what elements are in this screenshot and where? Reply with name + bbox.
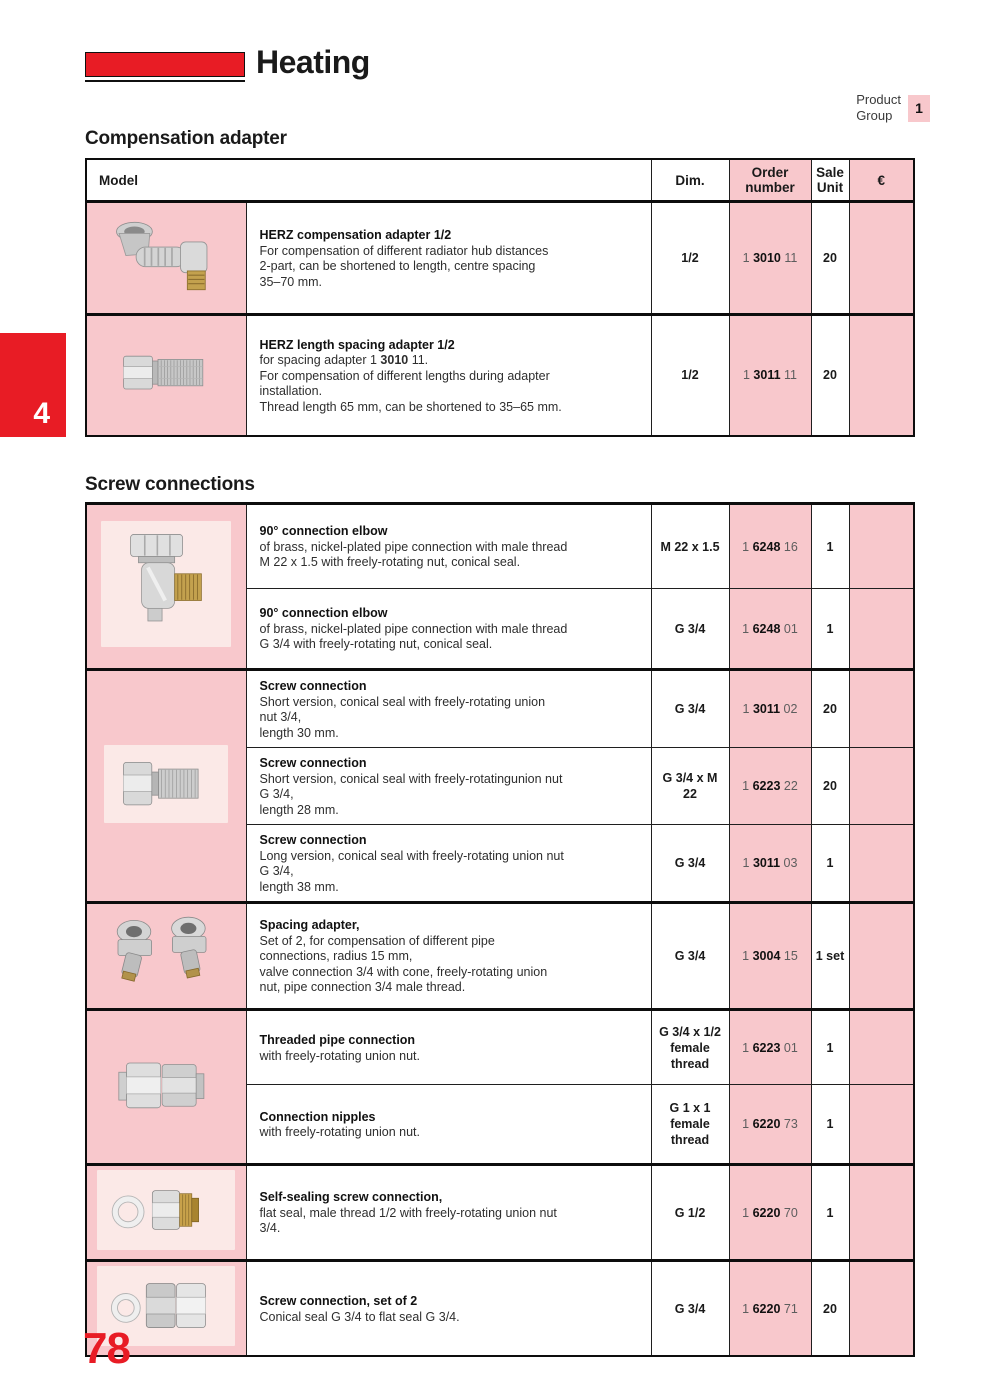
sale-unit-cell: 20 <box>811 1261 849 1357</box>
90-degree-connection-elbow-photo-icon <box>101 521 231 647</box>
order-number-cell <box>729 903 811 1010</box>
order-suffix: 70 <box>780 1205 798 1220</box>
self-sealing-screw-connection-photo-icon <box>97 1170 235 1250</box>
product-description-cell <box>246 670 651 748</box>
product-description-cell <box>246 825 651 903</box>
dim-cell: G 3/4 <box>651 1261 729 1357</box>
product-desc-line: Set of 2, for compensation of different pipe <box>259 933 495 948</box>
column-header-order-number: Order number <box>729 159 811 202</box>
product-desc-line: for spacing adapter 1 3010 11. <box>259 353 429 367</box>
product-desc-line: nut, pipe connection 3/4 male thread. <box>259 980 466 995</box>
order-number-cell <box>729 1165 811 1261</box>
page-title: Heating <box>256 44 370 80</box>
product-description-cell <box>246 1010 651 1085</box>
product-desc-line: of brass, nickel-plated pipe connection with male thread <box>259 539 568 554</box>
table-row <box>86 1165 914 1261</box>
order-number-cell <box>729 1085 811 1165</box>
screw-connections-table <box>85 502 915 1357</box>
price-cell <box>849 504 914 589</box>
order-prefix: 1 <box>742 1301 753 1316</box>
compensation-adapter-table <box>85 158 915 437</box>
order-prefix: 1 <box>742 856 753 870</box>
product-photo-cell <box>86 202 246 315</box>
product-title: Screw connection <box>259 679 367 693</box>
brand-bar-underline <box>85 80 245 82</box>
product-title: 90° connection elbow <box>259 524 388 539</box>
table-row <box>86 670 914 748</box>
product-desc-line: Short version, conical seal with freely-rotating union <box>259 694 546 709</box>
price-cell <box>849 825 914 903</box>
order-main: 6223 <box>752 1040 781 1055</box>
sale-unit-cell: 20 <box>811 202 849 315</box>
order-number-cell <box>729 825 811 903</box>
table-row <box>86 1261 914 1357</box>
price-cell <box>849 315 914 436</box>
order-prefix: 1 <box>742 1117 753 1131</box>
product-photo-cell <box>86 1010 246 1165</box>
product-group-badge: 1 <box>908 95 930 122</box>
product-title: 90° connection elbow <box>259 606 388 621</box>
order-main: 3010 <box>753 251 781 265</box>
price-cell <box>849 903 914 1010</box>
order-suffix: 73 <box>780 1117 798 1131</box>
product-desc-line: 35–70 mm. <box>259 274 323 289</box>
spacing-adapter-set-photo-icon <box>102 913 230 995</box>
sale-unit-cell: 1 <box>811 1010 849 1085</box>
order-suffix: 02 <box>780 702 798 716</box>
product-title: Threaded pipe connection <box>259 1033 416 1047</box>
product-desc-line: 2-part, can be shortened to length, centre spacing <box>259 259 536 273</box>
column-header-euro: € <box>849 159 914 202</box>
price-cell <box>849 670 914 748</box>
dim-cell: G 1 x 1 female thread <box>651 1085 729 1165</box>
product-desc-line: Long version, conical seal with freely-rotating union nut <box>259 848 564 863</box>
section-title-compensation-adapter: Compensation adapter <box>85 128 287 149</box>
dim-cell: M 22 x 1.5 <box>651 504 729 589</box>
order-number-cell <box>729 748 811 825</box>
product-photo-cell <box>86 670 246 903</box>
section-title-screw-connections: Screw connections <box>85 474 255 495</box>
price-cell <box>849 748 914 825</box>
order-prefix: 1 <box>742 621 753 636</box>
product-group-label: Product Group <box>856 92 901 123</box>
order-suffix: 15 <box>780 949 798 963</box>
order-suffix: 71 <box>780 1301 798 1316</box>
column-header-model: Model <box>86 159 651 202</box>
order-number-cell <box>729 504 811 589</box>
dim-cell: G 3/4 <box>651 903 729 1010</box>
product-desc-line: Short version, conical seal with freely-rotatingunion nut <box>259 771 563 786</box>
product-desc-line: For compensation of different lengths during adapter <box>259 368 550 383</box>
sale-unit-cell: 20 <box>811 670 849 748</box>
order-number-cell <box>729 589 811 670</box>
order-main: 3011 <box>752 856 781 870</box>
order-main: 3011 <box>752 702 781 716</box>
product-description-cell <box>246 504 651 589</box>
product-description-cell <box>246 903 651 1010</box>
sale-unit-cell: 1 <box>811 589 849 670</box>
product-description-cell <box>246 1261 651 1357</box>
price-cell <box>849 1085 914 1165</box>
herz-compensation-adapter-photo-icon <box>102 210 230 302</box>
page-number: 78 <box>83 1324 130 1373</box>
product-photo-cell <box>86 1165 246 1261</box>
product-desc-line: connections, radius 15 mm, <box>259 949 413 964</box>
product-desc-line: length 38 mm. <box>259 879 339 894</box>
order-number-cell <box>729 315 811 436</box>
order-suffix: 01 <box>780 621 798 636</box>
order-suffix: 01 <box>780 1040 798 1055</box>
sale-unit-cell: 1 <box>811 1165 849 1261</box>
dim-cell: G 1/2 <box>651 1165 729 1261</box>
order-main: 3004 <box>752 949 781 963</box>
product-desc-line: length 30 mm. <box>259 725 339 740</box>
product-title: Self-sealing screw connection, <box>259 1190 443 1205</box>
brand-red-bar <box>85 52 245 77</box>
order-suffix: 11 <box>780 368 797 383</box>
product-desc-line: For compensation of different radiator hub distances <box>259 243 549 258</box>
table-row <box>86 1010 914 1085</box>
price-cell <box>849 1165 914 1261</box>
order-number-cell <box>729 1261 811 1357</box>
dim-cell: G 3/4 <box>651 825 729 903</box>
product-desc-line: valve connection 3/4 with cone, freely-rotating union <box>259 964 548 979</box>
order-main: 6248 <box>752 539 781 554</box>
order-main: 3011 <box>753 368 781 383</box>
product-photo-cell <box>86 315 246 436</box>
order-suffix: 16 <box>780 539 798 554</box>
product-desc-line: G 3/4 with freely-rotating nut, conical seal. <box>259 637 493 652</box>
order-prefix: 1 <box>742 368 754 383</box>
sale-unit-cell: 1 set <box>811 903 849 1010</box>
chapter-tab: 4 <box>0 333 66 437</box>
product-desc-line: flat seal, male thread 1/2 with freely-rotating union nut <box>259 1205 557 1220</box>
product-desc-line: with freely-rotating union nut. <box>259 1048 421 1063</box>
product-title: HERZ length spacing adapter 1/2 <box>259 337 455 352</box>
product-desc-line: length 28 mm. <box>259 802 339 817</box>
price-cell <box>849 1261 914 1357</box>
order-number-cell <box>729 670 811 748</box>
product-title: Spacing adapter, <box>259 918 360 933</box>
table-row <box>86 202 914 315</box>
order-prefix: 1 <box>742 539 753 554</box>
price-cell <box>849 202 914 315</box>
order-main: 6220 <box>752 1117 781 1131</box>
order-suffix: 22 <box>780 779 798 793</box>
order-number-cell <box>729 202 811 315</box>
dim-cell: 1/2 <box>651 315 729 436</box>
order-main: 6248 <box>752 621 781 636</box>
product-desc-line: Conical seal G 3/4 to flat seal G 3/4. <box>259 1309 460 1324</box>
sale-unit-cell: 1 <box>811 504 849 589</box>
price-cell <box>849 589 914 670</box>
product-title: Screw connection, set of 2 <box>259 1294 418 1308</box>
threaded-pipe-connection-photo-icon <box>108 1052 224 1118</box>
screw-connection-photo-icon <box>104 745 228 823</box>
dim-cell: G 3/4 <box>651 670 729 748</box>
product-title: Screw connection <box>259 833 367 847</box>
dim-cell: G 3/4 x 1/2 female thread <box>651 1010 729 1085</box>
order-prefix: 1 <box>742 251 754 265</box>
product-description-cell <box>246 315 651 436</box>
product-desc-line: G 3/4, <box>259 787 294 801</box>
order-prefix: 1 <box>742 1040 753 1055</box>
dim-cell: 1/2 <box>651 202 729 315</box>
product-photo-cell <box>86 903 246 1010</box>
price-cell <box>849 1010 914 1085</box>
dim-cell: G 3/4 <box>651 589 729 670</box>
product-group-indicator <box>820 92 930 124</box>
table-row <box>86 504 914 589</box>
product-description-cell <box>246 1085 651 1165</box>
product-description-cell <box>246 589 651 670</box>
product-photo-cell <box>86 504 246 670</box>
order-main: 6220 <box>752 1205 781 1220</box>
product-description-cell <box>246 748 651 825</box>
order-main: 6220 <box>752 1301 781 1316</box>
product-description-cell <box>246 1165 651 1261</box>
order-prefix: 1 <box>742 702 753 716</box>
order-prefix: 1 <box>742 949 753 963</box>
order-number-cell <box>729 1010 811 1085</box>
order-main: 6223 <box>752 779 781 793</box>
product-title: Connection nipples <box>259 1109 376 1124</box>
order-prefix: 1 <box>742 779 753 793</box>
product-desc-line: with freely-rotating union nut. <box>259 1125 421 1139</box>
table-row <box>86 315 914 436</box>
product-desc-line: G 3/4, <box>259 864 294 878</box>
column-header-dim: Dim. <box>651 159 729 202</box>
product-desc-line: M 22 x 1.5 with freely-rotating nut, conical seal. <box>259 555 521 570</box>
table-header-row <box>86 159 914 202</box>
sale-unit-cell: 1 <box>811 1085 849 1165</box>
column-header-sale-unit: Sale Unit <box>811 159 849 202</box>
product-desc-line: 3/4. <box>259 1221 281 1236</box>
product-desc-line: Thread length 65 mm, can be shortened to 35–65 mm. <box>259 399 562 414</box>
order-prefix: 1 <box>742 1205 753 1220</box>
sale-unit-cell: 20 <box>811 748 849 825</box>
product-desc-line: installation. <box>259 384 323 398</box>
product-title: Screw connection <box>259 756 367 770</box>
product-description-cell <box>246 202 651 315</box>
product-desc-line: nut 3/4, <box>259 710 302 724</box>
sale-unit-cell: 1 <box>811 825 849 903</box>
product-desc-line: of brass, nickel-plated pipe connection with male thread <box>259 621 568 636</box>
order-suffix: 03 <box>780 856 798 870</box>
order-suffix: 11 <box>780 251 798 265</box>
dim-cell: G 3/4 x M 22 <box>651 748 729 825</box>
sale-unit-cell: 20 <box>811 315 849 436</box>
product-title: HERZ compensation adapter 1/2 <box>259 228 452 242</box>
table-row <box>86 903 914 1010</box>
herz-length-spacing-adapter-photo-icon <box>106 344 226 402</box>
